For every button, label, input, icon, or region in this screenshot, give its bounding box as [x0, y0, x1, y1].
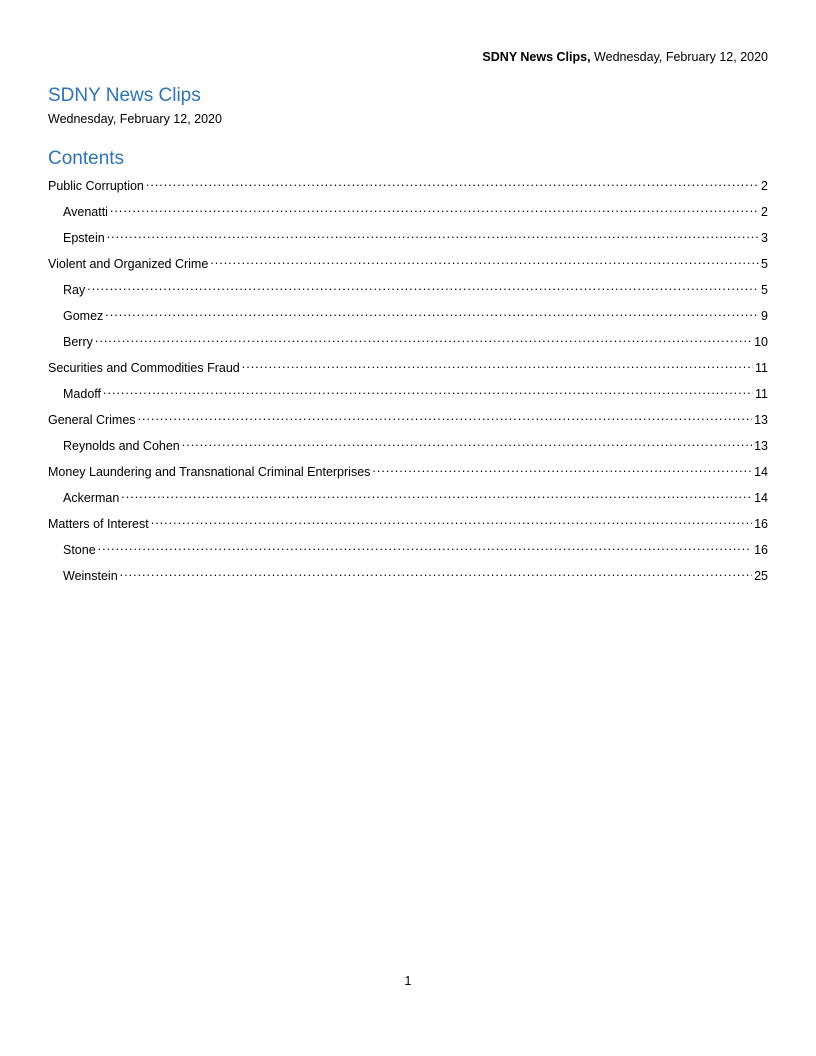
toc-entry-label: Weinstein — [63, 569, 118, 583]
header-title: SDNY News Clips, — [482, 50, 591, 64]
toc-entry-label: Stone — [63, 543, 96, 557]
toc-entry-label: Epstein — [63, 231, 105, 245]
toc-entry-label: General Crimes — [48, 413, 136, 427]
toc-entry-berry[interactable] — [48, 330, 768, 356]
toc-entry-public-corruption[interactable] — [48, 174, 768, 200]
toc-page-number: 11 — [755, 361, 768, 375]
toc-page-number: 11 — [755, 387, 768, 401]
toc-entry-avenatti[interactable] — [48, 200, 768, 226]
toc-dot-leader — [146, 174, 759, 190]
toc-page-number: 3 — [761, 231, 768, 245]
toc-dot-leader — [210, 252, 759, 268]
toc-dot-leader — [95, 330, 752, 346]
toc-dot-leader — [182, 434, 752, 450]
toc-dot-leader — [110, 200, 759, 216]
toc-dot-leader — [372, 460, 752, 476]
toc-entry-label: Public Corruption — [48, 179, 144, 193]
toc-dot-leader — [120, 564, 752, 580]
toc-dot-leader — [242, 356, 753, 372]
document-date: Wednesday, February 12, 2020 — [48, 112, 222, 126]
toc-page-number: 13 — [754, 413, 768, 427]
toc-entry-label: Money Laundering and Transnational Criminal Enterprises — [48, 465, 371, 479]
toc-page-number: 13 — [754, 439, 768, 453]
toc-entry-label: Gomez — [63, 309, 104, 323]
toc-entry-label: Berry — [63, 335, 93, 349]
toc-page-number: 25 — [754, 569, 768, 583]
toc-entry-reynolds-and-cohen[interactable] — [48, 434, 768, 460]
toc-entry-weinstein[interactable] — [48, 564, 768, 590]
toc-page-number: 9 — [761, 309, 768, 323]
toc-entry-money-laundering[interactable] — [48, 460, 768, 486]
toc-dot-leader — [107, 226, 759, 242]
toc-entry-label: Ackerman — [63, 491, 120, 505]
toc-dot-leader — [87, 278, 759, 294]
toc-entry-label: Securities and Commodities Fraud — [48, 361, 240, 375]
toc-page-number: 14 — [754, 465, 768, 479]
toc-dot-leader — [105, 304, 759, 320]
toc-entry-securities-and-commodities-fraud[interactable] — [48, 356, 768, 382]
toc-page-number: 2 — [761, 205, 768, 219]
toc-entry-label: Ray — [63, 283, 86, 297]
toc-entry-matters-of-interest[interactable] — [48, 512, 768, 538]
toc-entry-violent-and-organized-crime[interactable] — [48, 252, 768, 278]
toc-entry-ackerman[interactable] — [48, 486, 768, 512]
contents-heading: Contents — [48, 148, 125, 169]
toc-entry-label: Reynolds and Cohen — [63, 439, 180, 453]
toc-entry-stone[interactable] — [48, 538, 768, 564]
toc-entry-madoff[interactable] — [48, 382, 768, 408]
toc-entry-general-crimes[interactable] — [48, 408, 768, 434]
table-of-contents — [48, 174, 768, 590]
toc-dot-leader — [121, 486, 752, 502]
toc-entry-label: Matters of Interest — [48, 517, 149, 531]
toc-page-number: 16 — [754, 543, 768, 557]
toc-entry-gomez[interactable] — [48, 304, 768, 330]
toc-entry-ray[interactable] — [48, 278, 768, 304]
document-title: SDNY News Clips — [48, 85, 201, 106]
toc-dot-leader — [151, 512, 752, 528]
toc-page-number: 5 — [761, 257, 768, 271]
toc-entry-label: Violent and Organized Crime — [48, 257, 209, 271]
toc-entry-label: Avenatti — [63, 205, 108, 219]
toc-page-number: 16 — [754, 517, 768, 531]
page-number: 1 — [404, 974, 412, 988]
toc-page-number: 14 — [754, 491, 768, 505]
toc-page-number: 5 — [761, 283, 768, 297]
toc-dot-leader — [98, 538, 752, 554]
toc-entry-label: Madoff — [63, 387, 101, 401]
toc-dot-leader — [138, 408, 753, 424]
toc-page-number: 2 — [761, 179, 768, 193]
toc-page-number: 10 — [754, 335, 768, 349]
page-header — [482, 49, 768, 65]
header-date: Wednesday, February 12, 2020 — [594, 50, 768, 64]
toc-entry-epstein[interactable] — [48, 226, 768, 252]
toc-dot-leader — [103, 382, 753, 398]
